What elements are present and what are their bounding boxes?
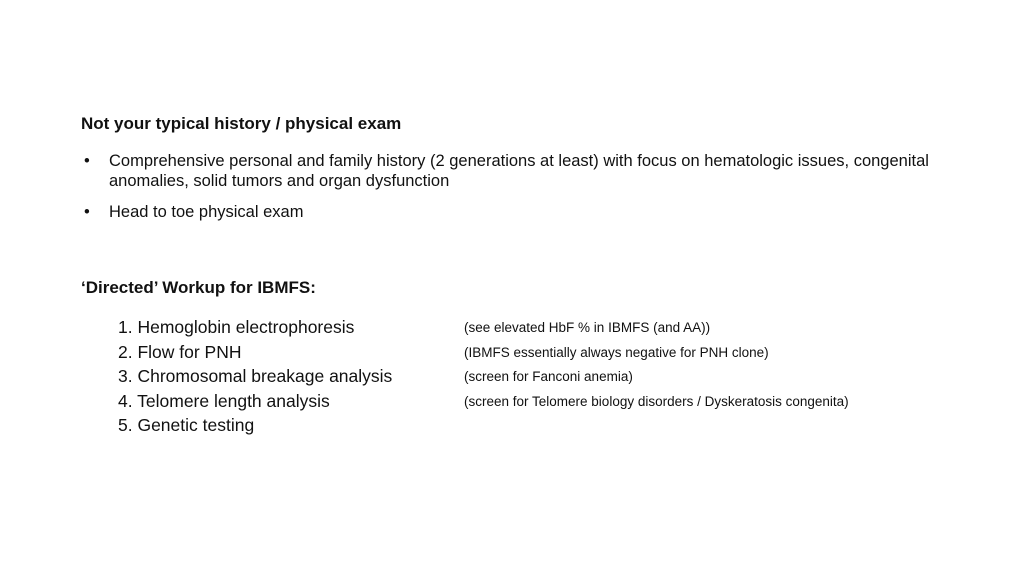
workup-item-label: 3. Chromosomal breakage analysis — [118, 366, 393, 386]
workup-list — [118, 316, 918, 439]
workup-item-label: 1. Hemoglobin electrophoresis — [118, 317, 355, 337]
bullet-text: Comprehensive personal and family history (2 generations at least) with focus on hematologic issues, congenital anomalies, solid tumors and organ dysfunction — [109, 152, 929, 190]
workup-item-note: (IBMFS essentially always negative for PNH clone) — [464, 344, 769, 360]
workup-item-label: 2. Flow for PNH — [118, 341, 242, 362]
workup-item-note: (screen for Telomere biology disorders / Dyskeratosis congenita) — [464, 393, 849, 409]
history-exam-bullet-list — [81, 151, 981, 233]
bullet-text: Head to toe physical exam — [109, 203, 304, 221]
bullet-marker: • — [84, 203, 90, 221]
workup-item — [118, 316, 918, 341]
section-heading-history-exam: Not your typical history / physical exam — [81, 114, 402, 133]
workup-item-note: (screen for Fanconi anemia) — [464, 369, 633, 384]
workup-item — [118, 390, 918, 415]
workup-item-label: 4. Telomere length analysis — [118, 390, 330, 411]
workup-item — [118, 341, 918, 366]
workup-item — [118, 365, 918, 390]
bullet-marker: • — [84, 152, 90, 170]
workup-item-note: (see elevated HbF % in IBMFS (and AA)) — [464, 320, 711, 335]
workup-item-label: 5. Genetic testing — [118, 415, 255, 435]
bullet-item — [81, 151, 981, 191]
bullet-item — [81, 202, 981, 222]
workup-item — [118, 414, 918, 439]
section-heading-directed-workup: ‘Directed’ Workup for IBMFS: — [81, 278, 316, 297]
